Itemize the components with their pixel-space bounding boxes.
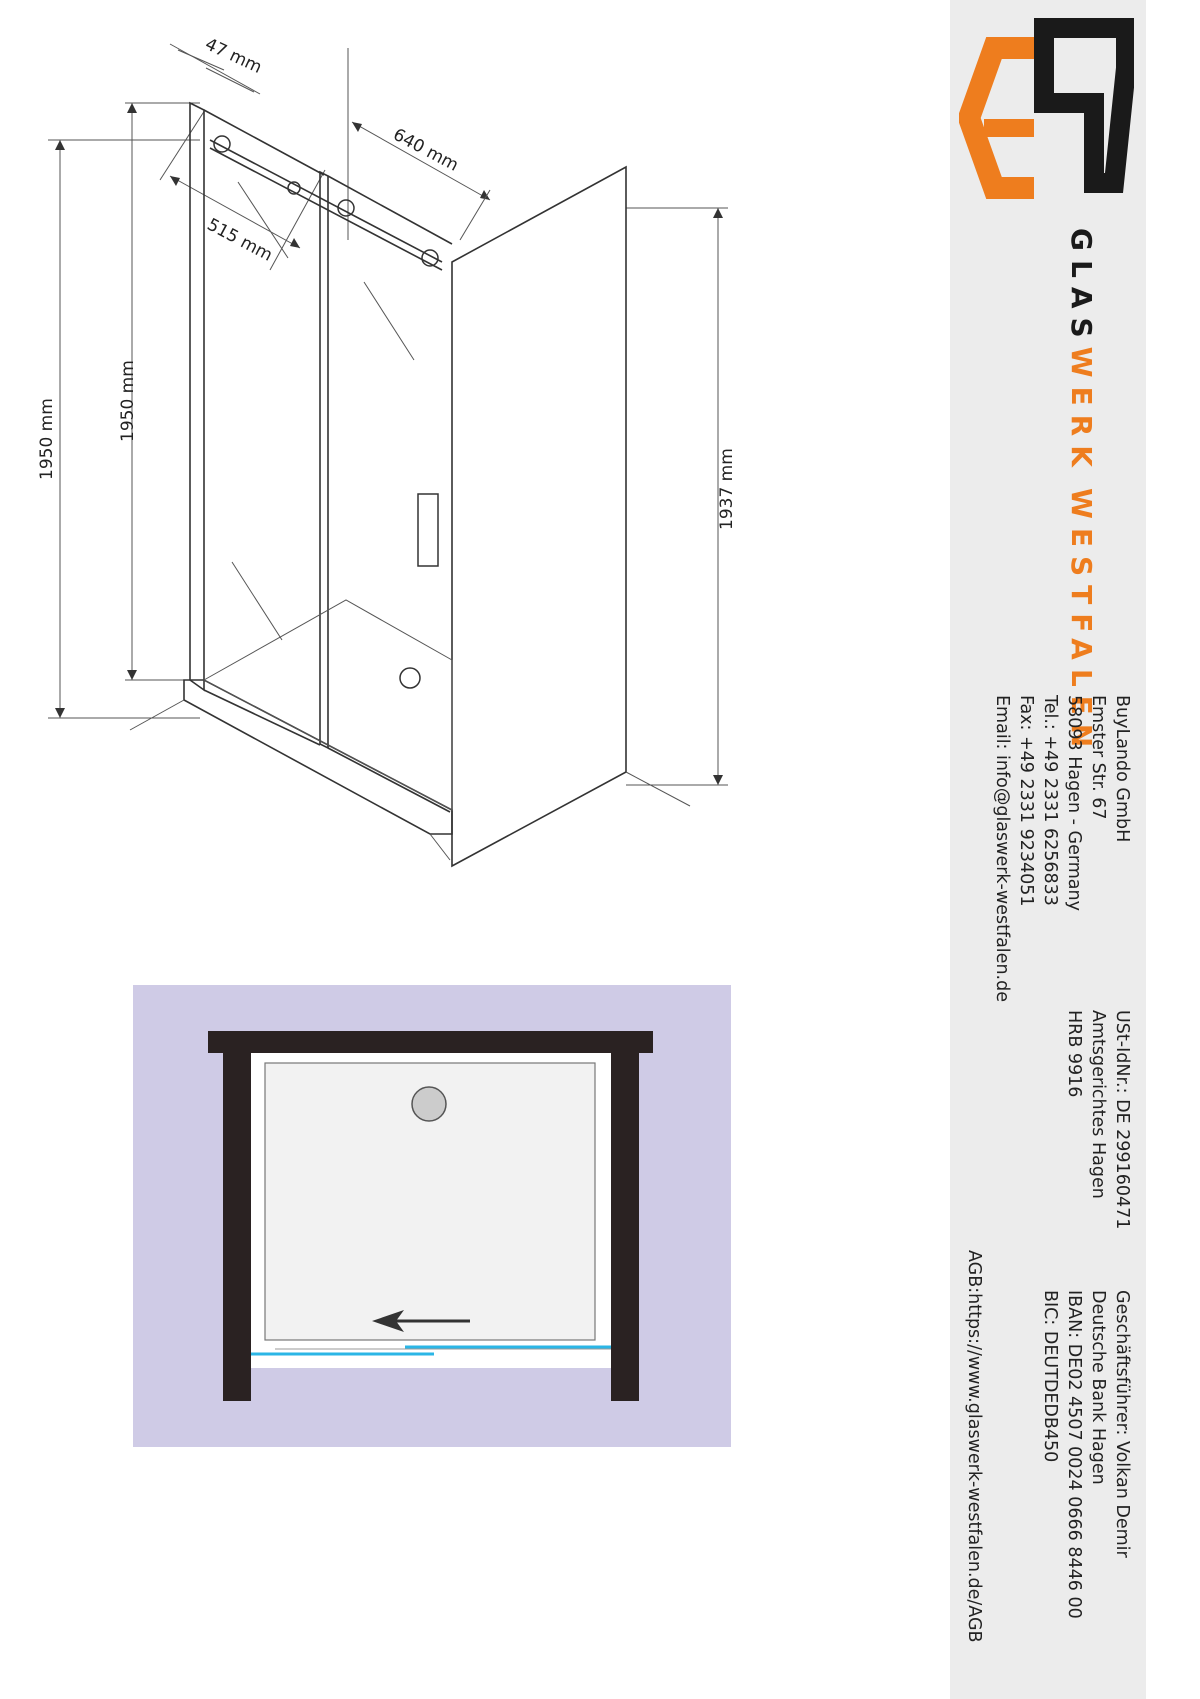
bank-iban: IBAN: DE02 4507 0024 0666 8446 00 [1064, 1290, 1084, 1619]
label-panel-width: 515 mm [203, 214, 276, 266]
label-height-wall: 1937 mm [717, 448, 737, 530]
company-tel: Tel.: +49 2331 6256833 [1040, 695, 1060, 906]
label-height-inner: 1950 mm [118, 360, 138, 442]
company-name: BuyLando GmbH [1112, 695, 1132, 843]
bank-info [1038, 1290, 1134, 1619]
legal-court: Amtsgerichtes Hagen [1088, 1010, 1108, 1199]
bank-manager: Geschäftsführer: Volkan Demir [1112, 1290, 1132, 1558]
legal-hrb: HRB 9916 [1064, 1010, 1084, 1098]
letterhead-sidebar [950, 0, 1146, 1699]
plan-drain [412, 1087, 446, 1121]
brand-name [1065, 228, 1098, 756]
bank-bic: BIC: DEUTDEDB450 [1040, 1290, 1060, 1463]
label-width-top: 47 mm [201, 34, 265, 78]
label-height-outer: 1950 mm [37, 398, 57, 480]
company-street: Emster Str. 67 [1088, 695, 1108, 820]
brand-part-3: WESTFALEN [1065, 487, 1098, 757]
plan-wall-top [208, 1031, 653, 1053]
glaswerk-logo-icon [959, 8, 1134, 208]
plan-wall-left [223, 1031, 251, 1401]
company-email: Email: info@glaswerk-westfalen.de [992, 695, 1012, 1002]
label-door-width: 640 mm [389, 124, 462, 176]
brand-part-1: GLAS [1065, 228, 1098, 347]
plan-wall-right [611, 1031, 639, 1401]
company-city: 58093 Hagen - Germany [1064, 695, 1084, 911]
bank-name: Deutsche Bank Hagen [1088, 1290, 1108, 1485]
legal-vat: USt-IdNr.: DE 299160471 [1112, 1010, 1132, 1230]
agb-link[interactable]: AGB:https://www.glaswerk-westfalen.de/AGB [964, 1250, 984, 1643]
company-address [990, 695, 1134, 1002]
brand-part-2: WERK [1065, 346, 1098, 476]
company-fax: Fax: +49 2331 9234051 [1016, 695, 1036, 907]
legal-info [1062, 1010, 1134, 1229]
